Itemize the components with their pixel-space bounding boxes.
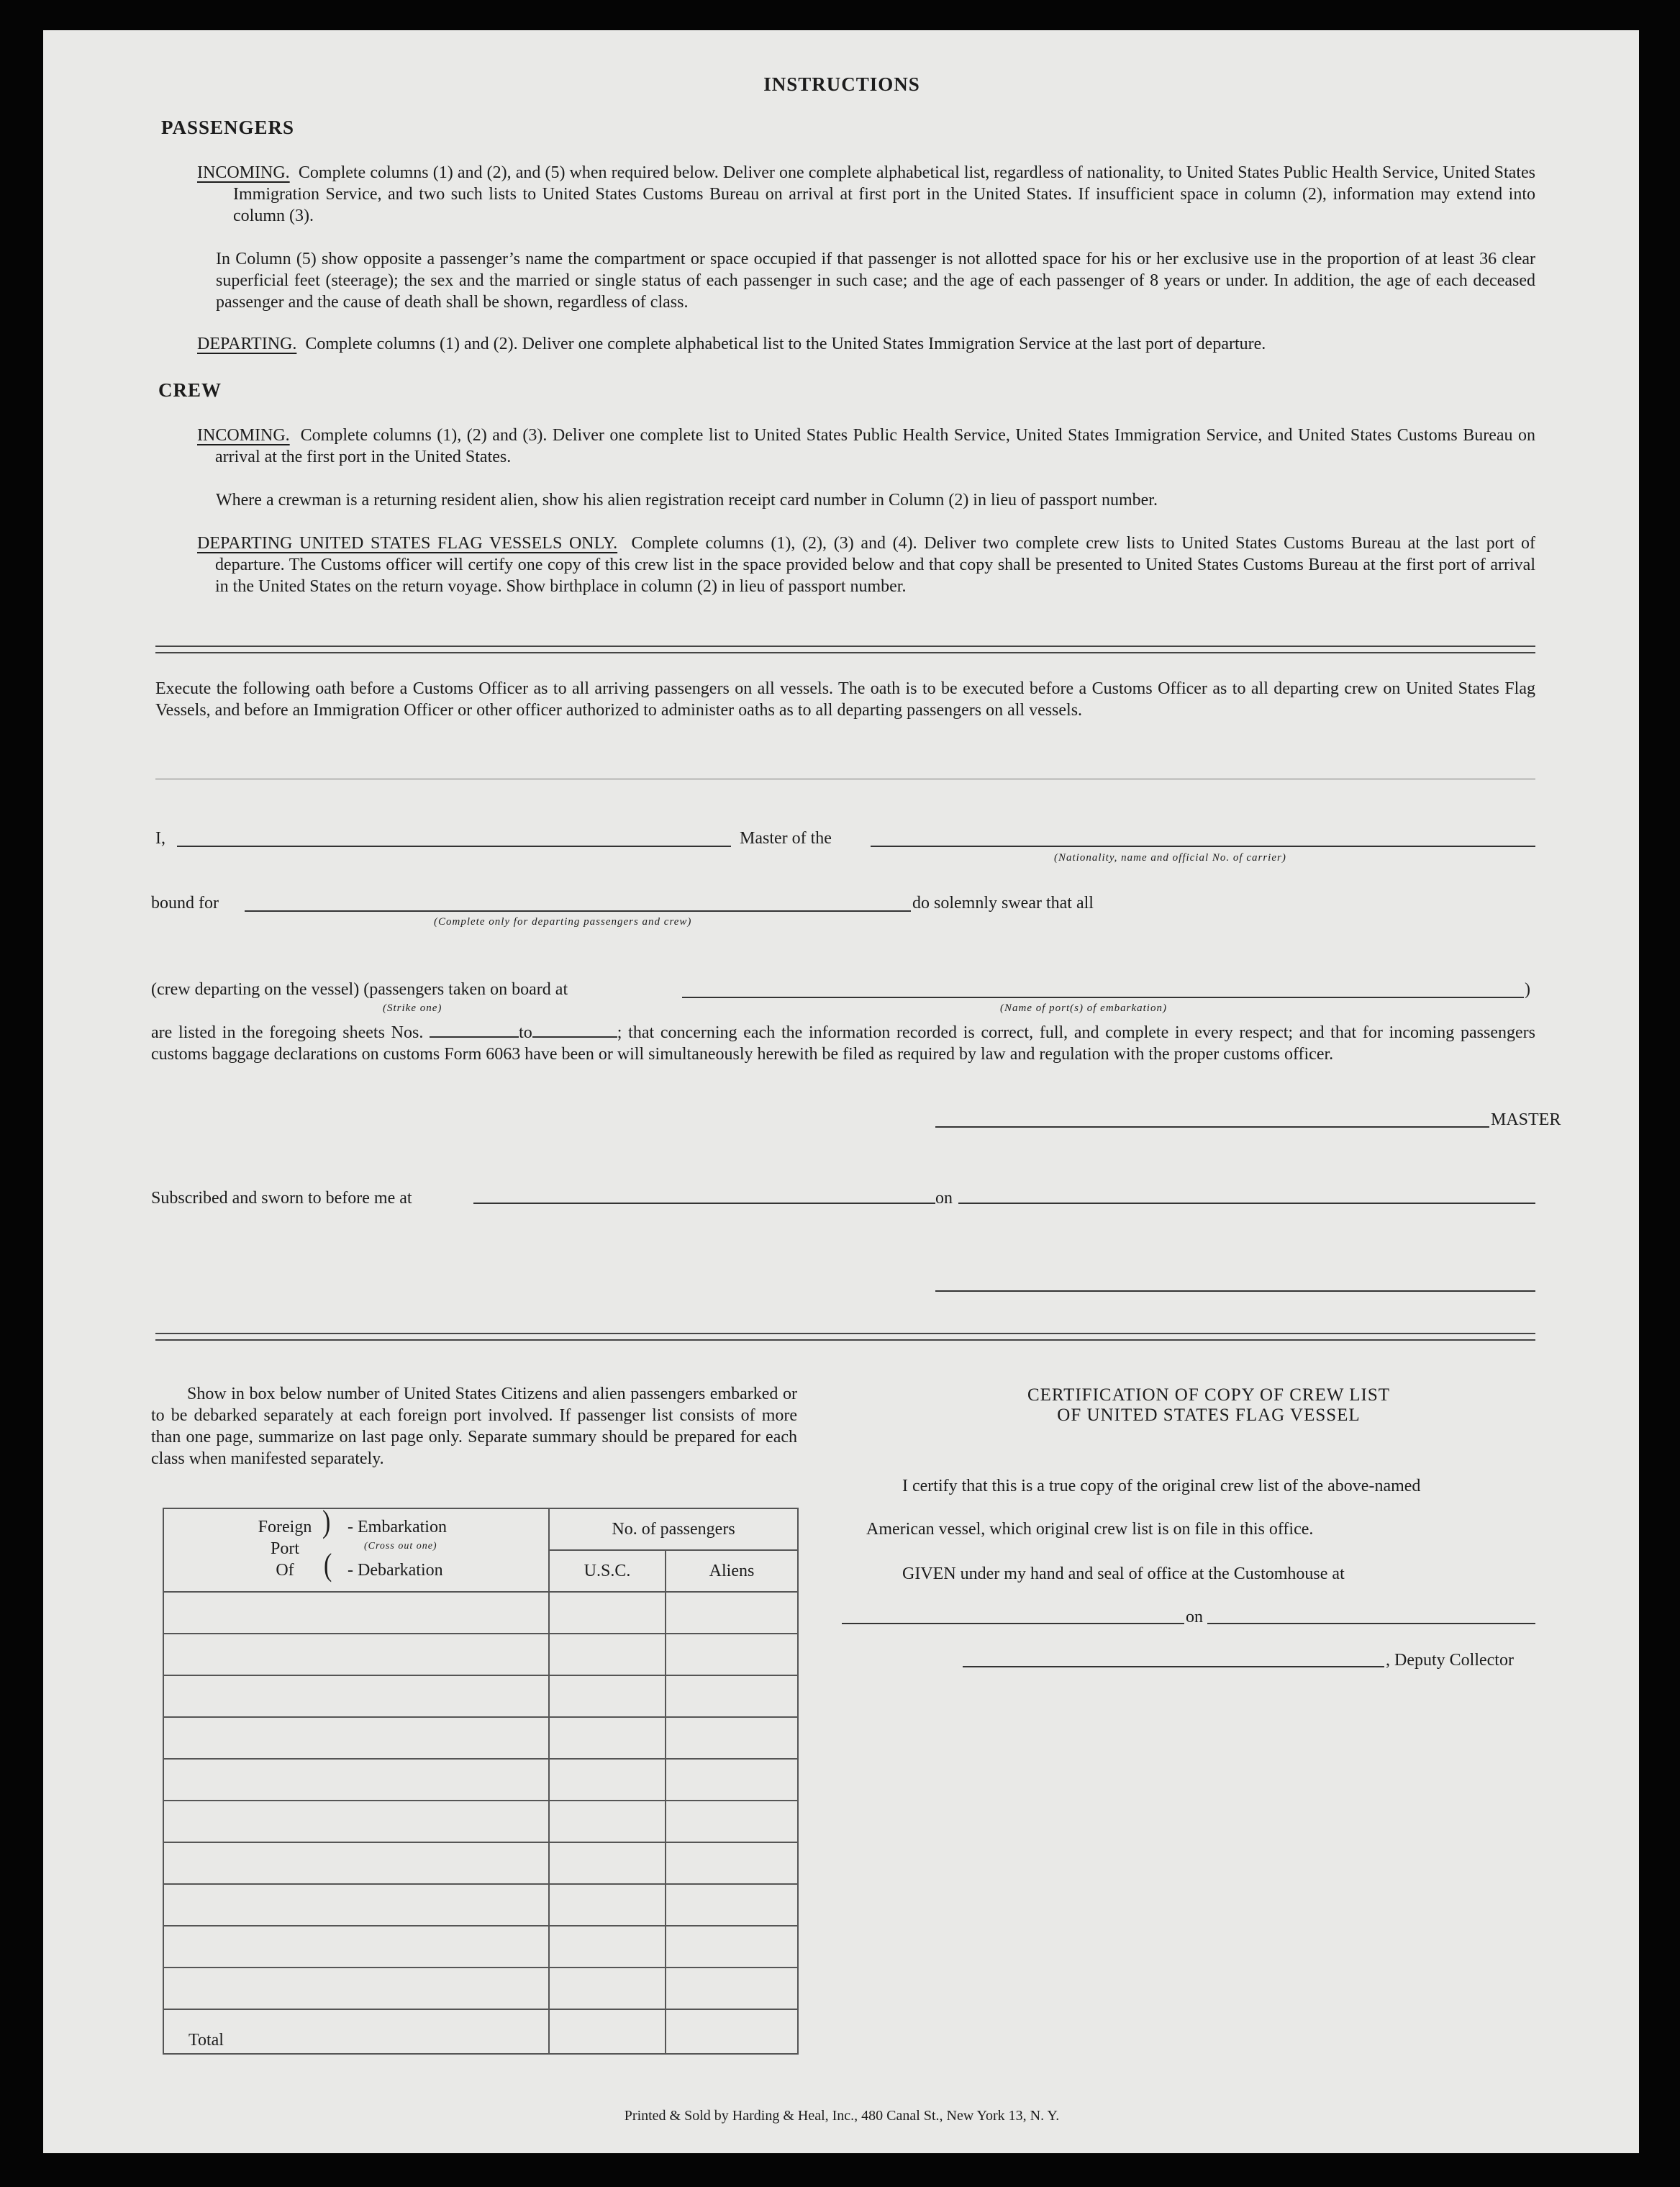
crew-heading: CREW	[158, 379, 222, 401]
sheet-to-field[interactable]	[532, 1022, 617, 1038]
close-paren: )	[1525, 980, 1530, 999]
port-cell[interactable]	[163, 1759, 549, 1801]
deputy-collector-signature-field[interactable]	[963, 1666, 1384, 1667]
port-cell[interactable]	[163, 1926, 549, 1968]
port-embarkation-field[interactable]	[682, 997, 1524, 998]
listed-rest-text: ; that concerning each the information recorded is correct, full, and complete in every respect; and that for incoming passengers customs baggage declarations on customs Form 6063 have been or will simultaneously herewith be filed as required by law and regulation with the proper customs officer.	[151, 1023, 1535, 1064]
aliens-cell[interactable]	[666, 1842, 798, 1884]
aliens-cell[interactable]	[666, 1592, 798, 1634]
master-of-the-label: Master of the	[740, 829, 832, 848]
usc-cell[interactable]	[549, 1842, 666, 1884]
port-label: Port	[270, 1539, 299, 1558]
of-label: Of	[276, 1561, 294, 1580]
aliens-header: Aliens	[666, 1550, 798, 1592]
printer-footer: Printed & Sold by Harding & Heal, Inc., 480 Canal St., New York 13, N. Y.	[624, 2108, 1060, 2124]
bound-caption: (Complete only for departing passengers and crew)	[434, 916, 692, 928]
table-row	[163, 1842, 798, 1884]
passengers-column5-paragraph: In Column (5) show opposite a passenger’s name the compartment or space occupied if that passenger is not allotted space for his or her exclusive use in the proportion of at least 36 clear superficial feet (steerage); the sex and the married or single status of each passenger in such case; and the age of each passenger of 8 years or under. In addition, the age of each deceased passenger and the cause of death shall be shown, regardless of class.	[216, 250, 1535, 312]
aliens-cell[interactable]	[666, 1884, 798, 1926]
crew-departing-label: DEPARTING UNITED STATES FLAG VESSELS ONLY.	[197, 534, 618, 553]
table-row	[163, 1759, 798, 1801]
officer-signature-field[interactable]	[935, 1290, 1535, 1292]
port-cell[interactable]	[163, 1842, 549, 1884]
table-row	[163, 1884, 798, 1926]
sworn-place-field[interactable]	[473, 1203, 935, 1204]
subscribed-label: Subscribed and sworn to before me at	[151, 1189, 412, 1208]
usc-cell[interactable]	[549, 1968, 666, 2009]
sworn-date-field[interactable]	[958, 1203, 1535, 1204]
crew-incoming-paragraph	[197, 425, 1535, 468]
passenger-summary-table	[163, 1505, 799, 2055]
aliens-cell[interactable]	[666, 1675, 798, 1717]
port-cell[interactable]	[163, 1801, 549, 1842]
certify-line2: American vessel, which original crew list is on file in this office.	[866, 1520, 1314, 1539]
embarkation-label: - Embarkation	[348, 1518, 447, 1536]
crew-alien-paragraph: Where a crewman is a returning resident alien, show his alien registration receipt card number in Column (2) in lieu of passport number.	[216, 491, 1158, 510]
port-cell[interactable]	[163, 1592, 549, 1634]
table-row	[163, 1717, 798, 1759]
crew-incoming-label: INCOMING.	[197, 426, 290, 445]
divider-rule	[155, 646, 1535, 653]
aliens-cell[interactable]	[666, 1717, 798, 1759]
brace-bottom: (	[324, 1548, 332, 1583]
usc-cell[interactable]	[549, 1884, 666, 1926]
foreign-label: Foreign	[258, 1518, 312, 1536]
usc-header: U.S.C.	[549, 1550, 666, 1592]
summary-instructions: Show in box below number of United States Citizens and alien passengers embarked or to be debarked separately at each foreign port involved. If passenger list consists of more than one page, summarize on last page only. Separate summary should be prepared for each class when manifested separately.	[151, 1385, 797, 1468]
sworn-on-label: on	[935, 1189, 953, 1208]
customhouse-place-field[interactable]	[842, 1623, 1184, 1624]
usc-cell[interactable]	[549, 1926, 666, 1968]
swear-text: do solemnly swear that all	[912, 894, 1094, 913]
usc-cell[interactable]	[549, 1675, 666, 1717]
certification-title-line1: CERTIFICATION OF COPY OF CREW LIST	[1027, 1385, 1391, 1405]
passengers-incoming-label: INCOMING.	[197, 163, 290, 182]
usc-cell[interactable]	[549, 1759, 666, 1801]
form-page	[43, 30, 1639, 2153]
certify-line1: I certify that this is a true copy of the original crew list of the above-named	[902, 1477, 1421, 1495]
passengers-incoming-paragraph	[197, 162, 1535, 227]
divider-rule-bottom	[155, 1333, 1535, 1341]
table-row	[163, 1926, 798, 1968]
port-caption: (Name of port(s) of embarkation)	[1000, 1002, 1167, 1014]
carrier-field[interactable]	[871, 846, 1535, 847]
passengers-departing-text: Complete columns (1) and (2). Deliver one complete alphabetical list to the United States Immigration Service at the last port of departure.	[305, 335, 1266, 353]
total-label: Total	[163, 2009, 549, 2054]
sheet-from-field[interactable]	[430, 1022, 519, 1038]
debarkation-label: - Debarkation	[348, 1561, 443, 1580]
total-aliens-cell[interactable]	[666, 2009, 798, 2054]
certification-title-line2: OF UNITED STATES FLAG VESSEL	[1057, 1405, 1361, 1425]
certification-on-label: on	[1186, 1608, 1203, 1626]
passengers-departing-paragraph	[197, 333, 1535, 355]
crew-departing-label: (crew departing on the vessel) (passengers taken on board at	[151, 980, 568, 999]
aliens-cell[interactable]	[666, 1926, 798, 1968]
port-cell[interactable]	[163, 1884, 549, 1926]
deputy-collector-label: , Deputy Collector	[1386, 1651, 1514, 1670]
given-text: GIVEN under my hand and seal of office at the Customhouse at	[902, 1565, 1345, 1583]
master-signature-field[interactable]	[935, 1126, 1489, 1128]
crew-incoming-text: Complete columns (1), (2) and (3). Deliver one complete list to United States Public Health Service, United States Immigration Service, and United States Customs Bureau on arrival at the first port in the United States.	[215, 426, 1536, 466]
carrier-caption: (Nationality, name and official No. of carrier)	[1054, 852, 1286, 864]
crew-departing-text: Complete columns (1), (2), (3) and (4). Deliver two complete crew lists to United States Customs Bureau at the last port of departure. The Customs officer will certify one copy of this crew list in the space provided below and that copy shall be presented to United States Customs Bureau at the first port of arrival in the United States on the return voyage. Show birthplace in column (2) in lieu of passport number.	[215, 534, 1536, 596]
usc-cell[interactable]	[549, 1801, 666, 1842]
oath-intro: Execute the following oath before a Customs Officer as to all arriving passengers on all vessels. The oath is to be executed before a Customs Officer as to all departing crew on United States Flag Vessels, and before an Immigration Officer or other officer authorized to administer oaths as to all departing passengers on all vessels.	[155, 679, 1535, 720]
to-label: to	[519, 1023, 532, 1042]
master-label: MASTER	[1491, 1110, 1561, 1129]
port-cell[interactable]	[163, 1717, 549, 1759]
usc-cell[interactable]	[549, 1717, 666, 1759]
aliens-cell[interactable]	[666, 1759, 798, 1801]
usc-cell[interactable]	[549, 1592, 666, 1634]
bound-for-field[interactable]	[245, 910, 911, 912]
port-cell[interactable]	[163, 1634, 549, 1675]
brace-top: )	[322, 1505, 331, 1540]
strike-caption: (Strike one)	[383, 1002, 442, 1014]
table-row	[163, 1634, 798, 1675]
passengers-heading: PASSENGERS	[161, 117, 295, 138]
usc-cell[interactable]	[549, 1634, 666, 1675]
instructions-title: INSTRUCTIONS	[763, 73, 920, 95]
aliens-cell[interactable]	[666, 1801, 798, 1842]
no-of-passengers-header: No. of passengers	[549, 1508, 798, 1550]
crew-departing-paragraph	[197, 533, 1535, 597]
total-usc-cell[interactable]	[549, 2009, 666, 2054]
foreign-port-header	[163, 1505, 549, 1592]
oath-i-label: I,	[155, 829, 165, 848]
passengers-incoming-text: Complete columns (1) and (2), and (5) when required below. Deliver one complete alphabetical list, regardless of nationality, to United States Public Health Service, United States Immigration Service, and two such lists to United States Customs Bureau on arrival at first port in the United States. If insufficient space in column (2), information may extend into column (3).	[233, 163, 1535, 225]
passengers-departing-label: DEPARTING.	[197, 335, 297, 353]
table-row	[163, 1801, 798, 1842]
master-name-field[interactable]	[177, 846, 731, 847]
total-row	[163, 2009, 798, 2054]
listed-in-label: are listed in the foregoing sheets Nos.	[151, 1023, 424, 1042]
listed-paragraph	[151, 1022, 1535, 1065]
aliens-cell[interactable]	[666, 1968, 798, 2009]
port-cell[interactable]	[163, 1675, 549, 1717]
table-row	[163, 1968, 798, 2009]
table-row	[163, 1675, 798, 1717]
certification-date-field[interactable]	[1207, 1623, 1535, 1624]
port-cell[interactable]	[163, 1968, 549, 2009]
bound-for-label: bound for	[151, 894, 219, 913]
cross-out-caption: (Cross out one)	[364, 1541, 437, 1552]
aliens-cell[interactable]	[666, 1634, 798, 1675]
table-row	[163, 1592, 798, 1634]
